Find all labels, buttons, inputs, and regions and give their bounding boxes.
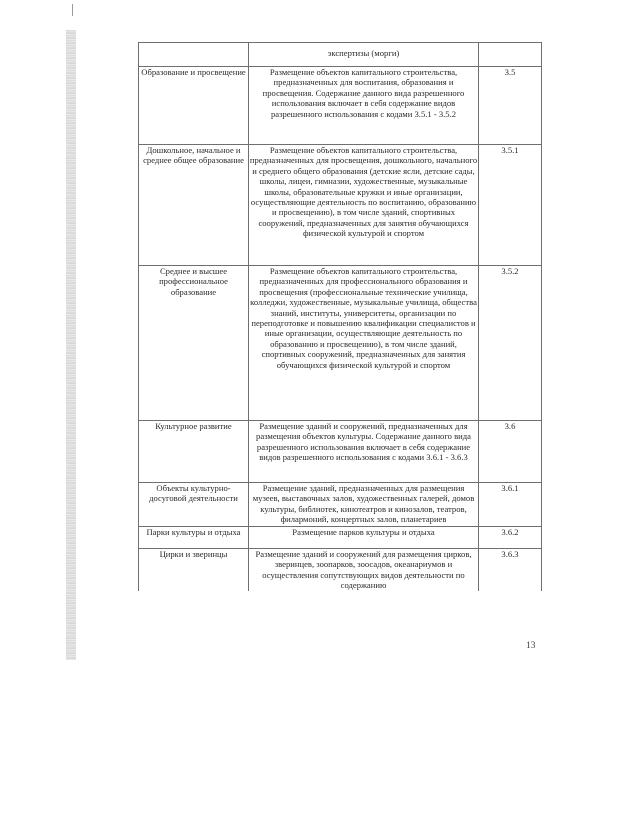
cell-use-code: 3.6.2	[479, 527, 542, 549]
page-number: 13	[526, 641, 536, 651]
cell-use-description: Размещение объектов капитального строительства, предназначенных для просвещения, дошкольного, начального и среднего общего образования (детские ясли, детские сады, школы, лицеи, гимназии, художественные, музыкальные школы, образовательные кружки и иные организации, осуществляющие деятельность по воспитанию, образованию и просвещению), в том числе зданий, спортивных сооружений, предназначенных для занятия обучающихся физической культурой и спортом	[249, 145, 479, 266]
scan-binding-edge	[66, 30, 76, 660]
cell-use-description: Размещение зданий и сооружений для размещения цирков, зверинцев, зоопарков, зоосадов, океанариумов и осуществления сопутствующих видов деятельности по содержанию	[249, 549, 479, 591]
table-row	[139, 145, 542, 266]
cell-use-name: Объекты культурно-досуговой деятельности	[139, 483, 249, 527]
table-row	[139, 67, 542, 145]
cell-use-code: 3.6	[479, 421, 542, 483]
cell-use-name: Цирки и зверинцы	[139, 549, 249, 591]
cell-use-description: Размещение объектов капитального строительства, предназначенных для воспитания, образования и просвещения. Содержание данного вида разрешенного использования включает в себя содержание видов разрешенного использования с кодами 3.5.1 - 3.5.2	[249, 67, 479, 145]
cell-use-description: Размещение зданий и сооружений, предназначенных для размещения объектов культуры. Содержание данного вида разрешенного использования включает в себя содержание видов разрешенного использования с кодами 3.6.1 - 3.6.3	[249, 421, 479, 483]
cell-use-name: Дошкольное, начальное и среднее общее образование	[139, 145, 249, 266]
table-row	[139, 527, 542, 549]
cell-use-code: 3.5.1	[479, 145, 542, 266]
table-row	[139, 421, 542, 483]
cell-use-code: 3.6.1	[479, 483, 542, 527]
cell-use-name: Парки культуры и отдыха	[139, 527, 249, 549]
cell-use-code: 3.6.3	[479, 549, 542, 591]
table-row-continuation	[139, 43, 542, 67]
cell-use-description: Размещение зданий, предназначенных для размещения музеев, выставочных залов, художественных галерей, домов культуры, библиотек, кинотеатров и кинозалов, театров, филармоний, концертных залов, планетариев	[249, 483, 479, 527]
cell-use-code: 3.5	[479, 67, 542, 145]
cell-use-description: Размещение парков культуры и отдыха	[249, 527, 479, 549]
cell-use-description: Размещение объектов капитального строительства, предназначенных для профессионального образования и просвещения (профессиональные технические училища, колледжи, художественные, музыкальные училища, общества знаний, институты, университеты, организации по переподготовке и повышению квалификации специалистов и иные организации, осуществляющие деятельность по образованию и просвещению), в том числе зданий, спортивных сооружений, предназначенных для занятия обучающихся физической культурой и спортом	[249, 266, 479, 421]
table-row	[139, 483, 542, 527]
cell-code-empty	[479, 43, 542, 67]
cell-continuation-text: экспертизы (морги)	[249, 43, 479, 67]
cell-use-code: 3.5.2	[479, 266, 542, 421]
cell-use-name: Образование и просвещение	[139, 67, 249, 145]
land-use-table	[138, 42, 542, 591]
table-row	[139, 266, 542, 421]
cell-use-name: Культурное развитие	[139, 421, 249, 483]
cell-use-name: Среднее и высшее профессиональное образование	[139, 266, 249, 421]
table-row	[139, 549, 542, 591]
scan-artifact-mark	[72, 4, 73, 16]
cell-name-empty	[139, 43, 249, 67]
